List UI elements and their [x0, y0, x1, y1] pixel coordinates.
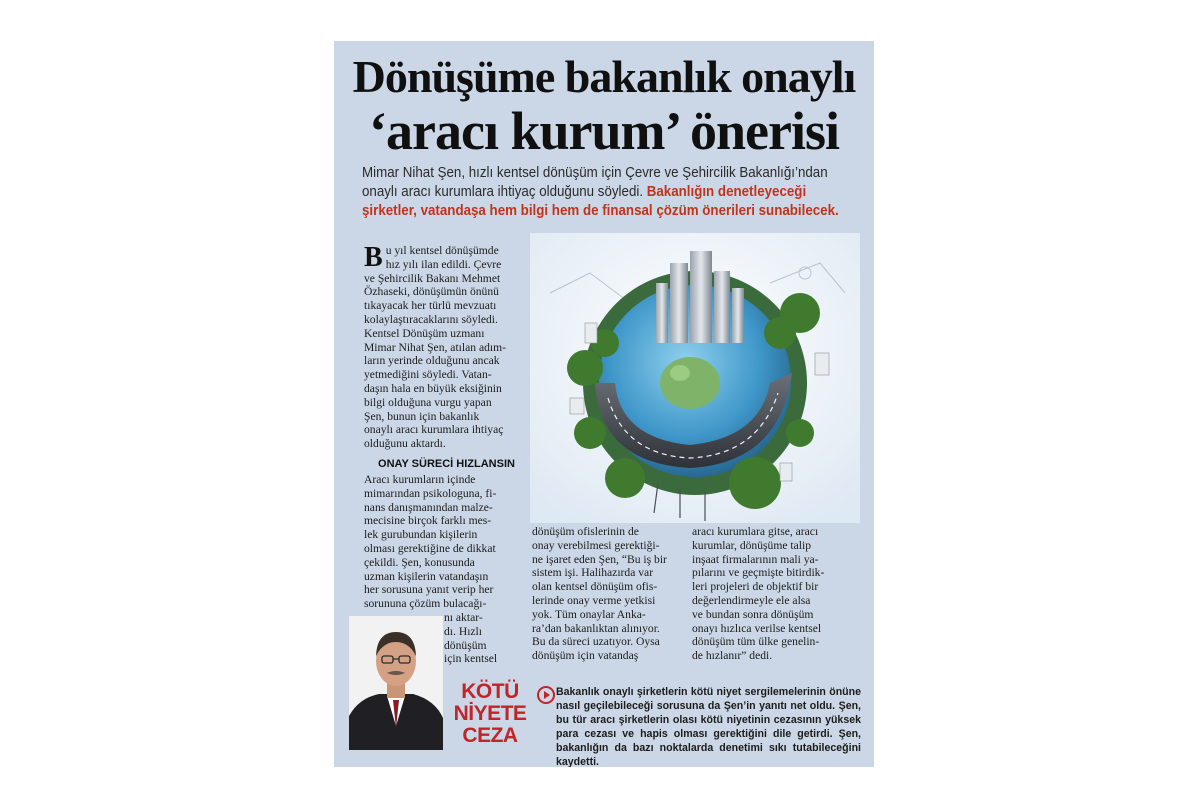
headline-line-1: Dönüşüme bakanlık onaylı: [352, 51, 856, 102]
article-column-1-wrap: nı aktar- dı. Hızlı dönüşüm için kentsel: [444, 611, 498, 666]
lead-paragraph: [362, 164, 859, 221]
article-column-1-bottom: Aracı kurumların içinde mimarından psikologuna, fi- nans danışmanından malze- mecisine birçok farklı mes- lek gurubundan kişilerin olması gerektiğine de dikkat çekildi. Şen, konusunda uzman kişilerin vatandaşın her sorusuna yanıt verip her sorununa çözüm bulacağı-: [364, 473, 497, 611]
box-label: [446, 681, 534, 747]
city-globe-illustration: [530, 233, 860, 523]
box-label-line-3: CEZA: [462, 724, 518, 747]
lead-highlight: Bakanlığın denetleyeceği şirketler, vatandaşa hem bilgi hem de finansal çözüm önerileri sunabilecek.: [362, 184, 839, 219]
box-label-line-2: NİYETE: [453, 702, 527, 725]
box-label-line-1: KÖTÜ: [461, 680, 519, 703]
article-column-2: dönüşüm ofislerinin de onay verebilmesi gerektiği- ne işaret eden Şen, “Bu iş bir sistem işi. Halihazırda var olan kentsel dönüşüm ofis- lerinde onay verme yetkisi yok. Tüm onaylar Anka- ra’dan bakanlıktan alınıyor. Bu da süreci uzatıyor. Oysa dönüşüm için vatandaş: [532, 525, 667, 663]
portrait-figure: [349, 616, 443, 750]
section-subheading: ONAY SÜRECİ HIZLANSIN: [378, 458, 515, 470]
drop-cap: B: [364, 242, 383, 273]
article-column-3: aracı kurumlara gitse, aracı kurumlar, dönüşüme talip inşaat firmalarının mali ya- pılarını ve geçmişte bitirdik- leri projeleri de objektif bir değerlendirmeyle ele alsa ve bundan sonra dönüşüm onayı hızlıca verilse kentsel dönüşüm tüm ülke genelin- de hızlanır” dedi.: [692, 525, 825, 663]
lead-text: Mimar Nihat Şen, hızlı kentsel dönüşüm için Çevre ve Şehircilik Bakanlığı’ndan onaylı aracı kurumlara ihtiyaç olduğunu söyledi.: [362, 165, 828, 200]
box-text: Bakanlık onaylı şirketlerin kötü niyet sergilemelerinin önüne nasıl geçilebileceği sorusuna da Şen’in yanıtı net oldu. Şen, bu tür aracı şirketlerin olası kötü niyetinin cezasının yüksek para cezası ve hapis olması gerektiğini dile getirdi. Şen, bakanlığın da bazı noktalarda denetimi sıkı tutabileceğini kaydetti.: [556, 686, 861, 767]
newspaper-clipping: [334, 41, 874, 767]
headline-line-2: ‘aracı kurum’ önerisi: [369, 101, 839, 161]
article-text-1: u yıl kentsel dönüşümde hız yılı ilan edildi. Çevre ve Şehircilik Bakanı Mehmet Özhaseki, dönüşümün önünü tıkayacak her türlü mevzuatı kolaylaştıracaklarını söyledi. Kentsel Dönüşüm uzmanı Mimar Nihat Şen, atılan adım- ların yerinde olduğunu ancak yetmediğini söyledi. Vatan- daşın hala en büyük eksiğinin bilgi olduğuna vurgu yapan Şen, bunun için bakanlık onaylı aracı kurumlara ihtiyaç olduğunu aktardı.: [364, 244, 506, 451]
portrait-photo: [349, 616, 443, 750]
article-column-1-top: [364, 244, 529, 451]
play-icon: [537, 686, 555, 704]
